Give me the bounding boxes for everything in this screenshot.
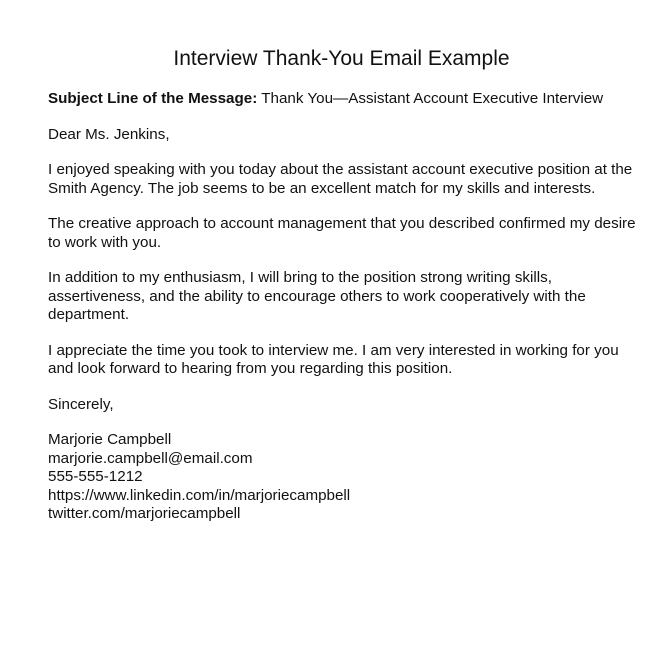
signature-name: Marjorie Campbell <box>48 431 172 448</box>
signature-linkedin: https://www.linkedin.com/in/marjoriecampbell <box>48 486 351 504</box>
signature-twitter: twitter.com/marjoriecampbell <box>48 505 241 522</box>
paragraph-3: In addition to my enthusiasm, I will bring to the position strong writing skills, assertiveness, and the ability to encourage others to work cooperatively with the department. <box>48 269 586 323</box>
paragraph-4: I appreciate the time you took to interview me. I am very interested in working for you and look forward to hearing from you regarding this position. <box>48 341 619 377</box>
document-title: Interview Thank-You Email Example <box>173 47 510 70</box>
subject-value: Thank You—Assistant Account Executive Interview <box>261 90 604 107</box>
email-body <box>48 90 638 524</box>
signature-email: marjorie.campbell@email.com <box>48 449 253 467</box>
closing: Sincerely, <box>48 395 114 413</box>
salutation: Dear Ms. Jenkins, <box>48 125 170 143</box>
signature-phone: 555-555-1212 <box>48 468 143 485</box>
subject-label: Subject Line of the Message: <box>48 90 258 107</box>
subject-line <box>48 90 638 109</box>
signature-block <box>48 431 638 524</box>
paragraph-1: I enjoyed speaking with you today about the assistant account executive position at the Smith Agency. The job seems to be an excellent match for my skills and interests. <box>48 161 633 197</box>
paragraph-2: The creative approach to account management that you described confirmed my desire to work with you. <box>48 215 636 251</box>
